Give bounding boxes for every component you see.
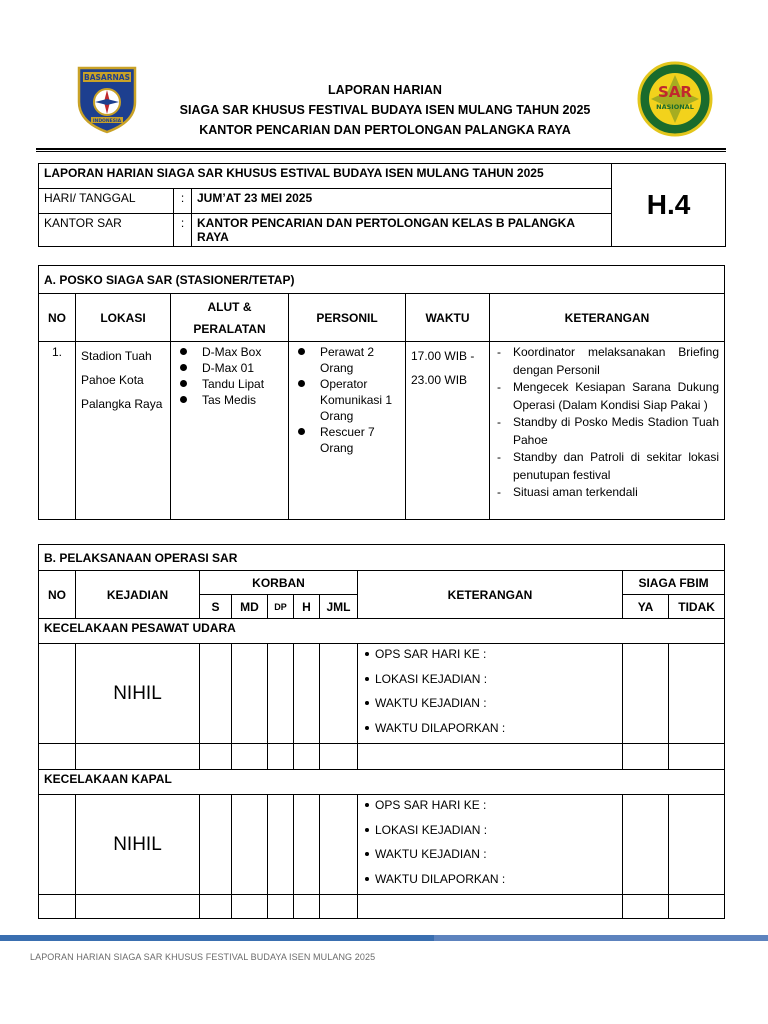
col-header-alut-line2: PERALATAN [193,321,266,336]
keterangan-list [358,795,623,895]
col-header-no: NO [39,571,76,619]
col-header-keterangan: KETERANGAN [490,294,725,342]
table-row [39,795,725,895]
list-item: D-Max Box [176,344,283,360]
report-code: H.4 [612,164,726,247]
document-title-block [150,80,620,140]
list-item: WAKTU KEJADIAN : [358,845,622,870]
col-header-keterangan: KETERANGAN [358,571,623,619]
report-info-table [38,163,726,247]
svg-text:NASIONAL: NASIONAL [656,103,694,111]
table-row [39,342,725,520]
list-item: Rescuer 7 Orang [294,424,400,456]
list-item: OPS SAR HARI KE : [358,796,622,821]
section-a-table [38,265,725,520]
col-header-alut-line1: ALUT & [207,299,252,314]
table-row [39,895,725,919]
list-item: WAKTU KEJADIAN : [358,694,622,719]
list-item: Perawat 2 Orang [294,344,400,376]
sar-nasional-logo [637,61,713,137]
list-item: - Standby di Posko Medis Stadion Tuah Pahoe [495,414,719,449]
group-label-kapal: KECELAKAAN KAPAL [39,770,725,795]
list-item: - Standby dan Patroli di sekitar lokasi penutupan festival [495,449,719,484]
col-header-alut [171,294,289,342]
col-header-ya: YA [623,595,669,619]
report-title: LAPORAN HARIAN SIAGA SAR KHUSUS ESTIVAL BUDAYA ISEN MULANG TAHUN 2025 [39,164,612,189]
row-waktu: 17.00 WIB - 23.00 WIB [406,342,490,520]
col-header-lokasi: LOKASI [76,294,171,342]
section-a-title: A. POSKO SIAGA SAR (STASIONER/TETAP) [39,266,725,294]
document-header [0,0,768,150]
list-item: Tandu Lipat [176,376,283,392]
svg-text:SAR: SAR [658,83,692,101]
row-keterangan [490,342,725,520]
office-separator: : [174,214,192,247]
col-header-waktu: WAKTU [406,294,490,342]
title-line-1: LAPORAN HARIAN [328,83,442,97]
list-item: Tas Medis [176,392,283,408]
footer-bar [0,935,768,941]
section-b-title: B. PELAKSANAAN OPERASI SAR [39,545,725,571]
col-header-dp: DP [268,595,294,619]
list-item: LOKASI KEJADIAN : [358,821,622,846]
col-header-personil: PERSONIL [289,294,406,342]
list-item: - Mengecek Kesiapan Sarana Dukung Operasi (Dalam Kondisi Siap Pakai ) [495,379,719,414]
col-header-jml: JML [320,595,358,619]
list-item: - Koordinator melaksanakan Briefing dengan Personil [495,344,719,379]
list-item: OPS SAR HARI KE : [358,645,622,670]
list-item: LOKASI KEJADIAN : [358,670,622,695]
office-value: KANTOR PENCARIAN DAN PERTOLONGAN KELAS B PALANGKA RAYA [192,214,612,247]
list-item: WAKTU DILAPORKAN : [358,870,622,895]
col-header-h: H [294,595,320,619]
col-header-s: S [200,595,232,619]
table-row [39,744,725,770]
day-label: HARI/ TANGGAL [39,189,174,214]
day-separator: : [174,189,192,214]
list-item: Operator Komunikasi 1 Orang [294,376,400,424]
table-row [39,644,725,744]
footer-text: LAPORAN HARIAN SIAGA SAR KHUSUS FESTIVAL BUDAYA ISEN MULANG 2025 [30,952,376,962]
row-personil [289,342,406,520]
day-value: JUM’AT 23 MEI 2025 [192,189,612,214]
header-divider [36,148,726,152]
col-header-korban: KORBAN [200,571,358,595]
row-alut [171,342,289,520]
list-item: D-Max 01 [176,360,283,376]
svg-text:INDONESIA: INDONESIA [92,119,122,124]
svg-text:BASARNAS: BASARNAS [84,73,130,82]
title-line-3: KANTOR PENCARIAN DAN PERTOLONGAN PALANGKA RAYA [199,123,571,137]
office-label: KANTOR SAR [39,214,174,247]
list-item: WAKTU DILAPORKAN : [358,719,622,744]
title-line-2: SIAGA SAR KHUSUS FESTIVAL BUDAYA ISEN MULANG TAHUN 2025 [179,103,591,117]
group-label-pesawat: KECELAKAAN PESAWAT UDARA [39,619,725,644]
list-item: - Situasi aman terkendali [495,484,719,502]
keterangan-list [358,644,623,744]
col-header-no: NO [39,294,76,342]
col-header-md: MD [232,595,268,619]
basarnas-logo [76,64,138,134]
section-b-table [38,544,725,919]
kejadian-value: NIHIL [76,644,200,744]
row-lokasi: Stadion Tuah Pahoe Kota Palangka Raya [76,342,171,520]
col-header-tidak: TIDAK [669,595,725,619]
col-header-kejadian: KEJADIAN [76,571,200,619]
col-header-siaga: SIAGA FBIM [623,571,725,595]
row-no: 1. [39,342,76,520]
kejadian-value: NIHIL [76,795,200,895]
